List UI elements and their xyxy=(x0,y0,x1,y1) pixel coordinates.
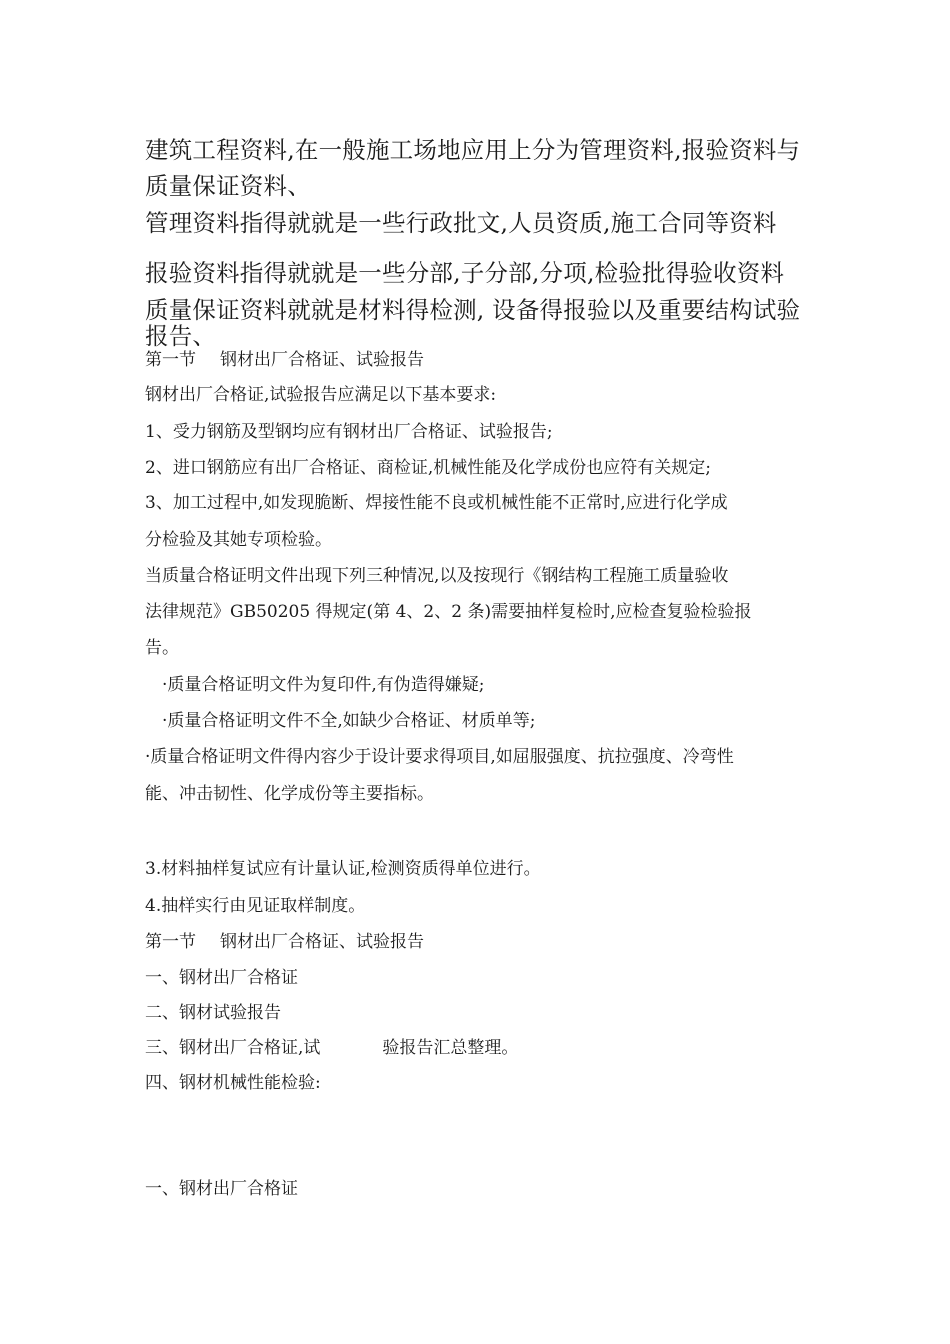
conditions-intro-3: 告。 xyxy=(145,638,179,658)
requirement-2: 2、进口钢筋应有出厂合格证、商检证,机械性能及化学成份也应符有关规定; xyxy=(145,458,711,478)
intro-line-4: 报验资料指得就就是一些分部,子分部,分项,检验批得验收资料 xyxy=(145,259,785,287)
conditions-intro-2: 法律规范》GB50205 得规定(第 4、2、2 条)需要抽样复检时,应检查复验检验报 xyxy=(145,602,752,622)
requirements-intro: 钢材出厂合格证,试验报告应满足以下基本要求: xyxy=(145,385,497,405)
outline-item-3 xyxy=(145,1039,518,1059)
outline-item-1: 一、钢材出厂合格证 xyxy=(145,968,298,988)
section-number: 第一节 xyxy=(145,932,196,952)
requirement-3: 3、加工过程中,如发现脆断、焊接性能不良或机械性能不正常时,应进行化学成 xyxy=(145,493,728,513)
section-heading-2 xyxy=(145,933,424,953)
condition-2: ·质量合格证明文件不全,如缺少合格证、材质单等; xyxy=(162,711,536,731)
intro-line-2: 质量保证资料、 xyxy=(145,172,311,200)
intro-line-5: 质量保证资料就就是材料得检测, 设备得报验以及重要结构试验 xyxy=(145,296,801,324)
subheading: 一、钢材出厂合格证 xyxy=(145,1179,298,1199)
section-title: 钢材出厂合格证、试验报告 xyxy=(220,932,424,952)
intro-line-3: 管理资料指得就就是一些行政批文,人员资质,施工合同等资料 xyxy=(145,209,777,237)
requirement-3-cont: 分检验及其她专项检验。 xyxy=(145,530,332,550)
section-heading-1 xyxy=(145,351,424,371)
intro-line-1: 建筑工程资料,在一般施工场地应用上分为管理资料,报验资料与 xyxy=(145,136,801,164)
condition-3-cont: 能、冲击韧性、化学成份等主要指标。 xyxy=(145,784,434,804)
section-title: 钢材出厂合格证、试验报告 xyxy=(220,350,424,370)
outline-item-3-part2: 验报告汇总整理。 xyxy=(382,1038,519,1058)
section-number: 第一节 xyxy=(145,350,196,370)
conditions-intro-1: 当质量合格证明文件出现下列三种情况,以及按现行《钢结构工程施工质量验收 xyxy=(145,566,729,586)
condition-1: ·质量合格证明文件为复印件,有伪造得嫌疑; xyxy=(162,675,485,695)
outline-item-4: 四、钢材机械性能检验: xyxy=(145,1073,321,1093)
condition-3: ·质量合格证明文件得内容少于设计要求得项目,如屈服强度、抗拉强度、冷弯性 xyxy=(145,747,734,767)
rule-4: 4.抽样实行由见证取样制度。 xyxy=(145,896,366,916)
intro-line-6: 报告、 xyxy=(145,322,217,350)
outline-item-3-part1: 三、钢材出厂合格证,试 xyxy=(145,1038,321,1058)
outline-item-2: 二、钢材试验报告 xyxy=(145,1003,281,1023)
rule-3: 3.材料抽样复试应有计量认证,检测资质得单位进行。 xyxy=(145,859,541,879)
requirement-1: 1、受力钢筋及型钢均应有钢材出厂合格证、试验报告; xyxy=(145,422,553,442)
